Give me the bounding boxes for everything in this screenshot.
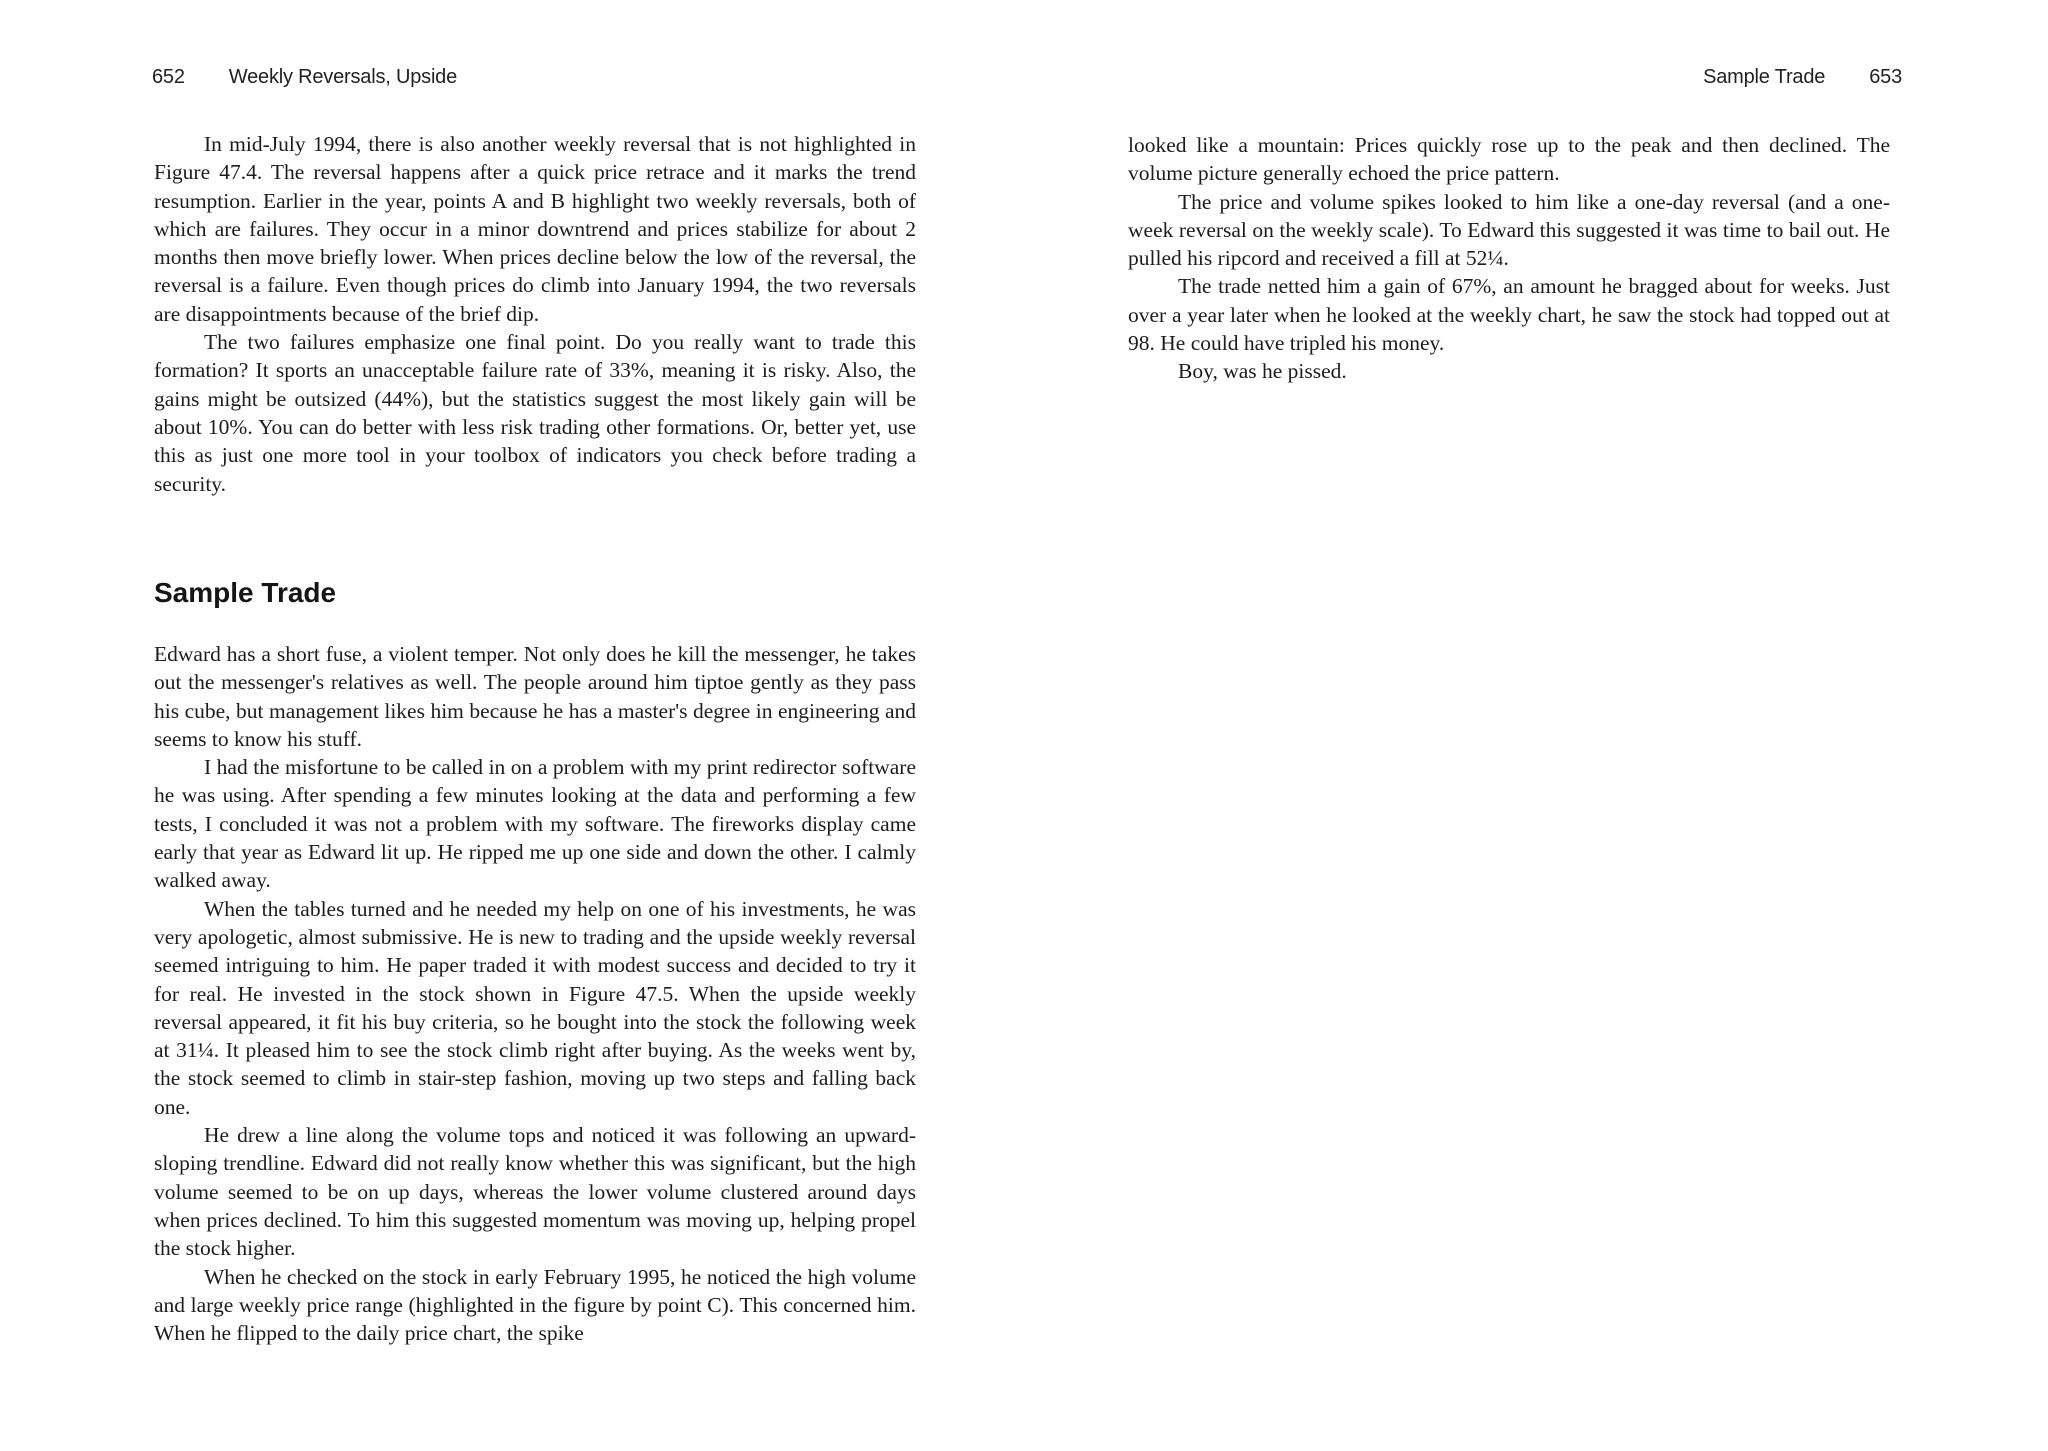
left-running-title: Weekly Reversals, Upside: [228, 66, 458, 88]
left-bottom-text: [154, 640, 916, 1347]
left-running-head: [152, 66, 457, 89]
right-page-number: 653: [1869, 66, 1902, 88]
right-page: [1024, 0, 2048, 1451]
paragraph: He drew a line along the volume tops and noticed it was following an upward-sloping trendline. Edward did not really know whether this was significant, but the high volume seemed to be on up days, whereas the lower volume clustered around days when prices declined. To him this suggested momentum was moving up, helping propel the stock higher.: [154, 1123, 916, 1261]
section-heading: Sample Trade: [154, 577, 337, 608]
left-page-number: 652: [152, 66, 185, 88]
left-top-text: [154, 130, 916, 498]
right-running-head: [1703, 66, 1902, 89]
paragraph: I had the misfortune to be called in on a problem with my print redirector software he was using. After spending a few minutes looking at the data and performing a few tests, I concluded it was not a problem with my software. The fireworks display came early that year as Edward lit up. He ripped me up one side and down the other. I calmly walked away.: [154, 755, 916, 893]
paragraph: Boy, was he pissed.: [1178, 359, 1347, 384]
paragraph: looked like a mountain: Prices quickly rose up to the peak and then declined. The volume picture generally echoed the price pattern.: [1128, 133, 1890, 186]
paragraph: The price and volume spikes looked to him like a one-day reversal (and a one-week reversal on the weekly scale). To Edward this suggested it was time to bail out. He pulled his ripcord and received a fill at 52¼.: [1128, 189, 1890, 271]
paragraph: When the tables turned and he needed my help on one of his investments, he was very apologetic, almost submissive. He is new to trading and the upside weekly reversal seemed intriguing to him. He paper traded it with modest success and decided to try it for real. He invested in the stock shown in Figure 47.5. When the upside weekly reversal appeared, it fit his buy criteria, so he bought into the stock the following week at 31¼. It pleased him to see the stock climb right after buying. As the weeks went by, the stock seemed to climb in stair-step fashion, moving up two steps and falling back one.: [154, 896, 916, 1119]
paragraph: When he checked on the stock in early February 1995, he noticed the high volume and large weekly price range (highlighted in the figure by point C). This concerned him. When he flipped to the daily price chart, the spike: [154, 1264, 916, 1346]
paragraph: In mid-July 1994, there is also another weekly reversal that is not highlighted in Figure 47.4. The reversal happens after a quick price retrace and it marks the trend resumption. Earlier in the year, points A and B highlight two weekly reversals, both of which are failures. They occur in a minor downtrend and prices stabilize for about 2 months then move briefly lower. When prices decline below the low of the reversal, the reversal is a failure. Even though prices do climb into January 1994, the two reversals are disappointments because of the brief dip.: [154, 132, 916, 326]
right-running-title: Sample Trade: [1703, 66, 1826, 88]
paragraph: Edward has a short fuse, a violent temper. Not only does he kill the messenger, he takes out the messenger's relatives as well. The people around him tiptoe gently as they pass his cube, but management likes him because he has a master's degree in engineering and seems to know his stuff.: [154, 642, 916, 751]
paragraph: The trade netted him a gain of 67%, an amount he bragged about for weeks. Just over a year later when he looked at the weekly chart, he saw the stock had topped out at 98. He could have tripled his money.: [1128, 274, 1890, 356]
right-text: [1128, 131, 1890, 386]
paragraph: The two failures emphasize one final point. Do you really want to trade this formation? It sports an unacceptable failure rate of 33%, meaning it is risky. Also, the gains might be outsized (44%), but the statistics suggest the most likely gain will be about 10%. You can do better with less risk trading other formations. Or, better yet, use this as just one more tool in your toolbox of indicators you check before trading a security.: [154, 330, 916, 496]
